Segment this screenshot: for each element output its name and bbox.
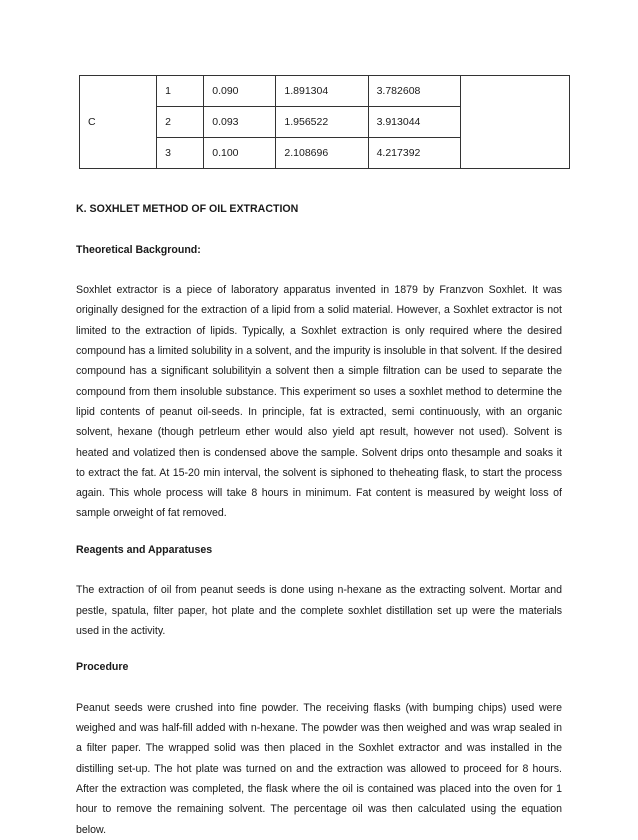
- table-cell: 3: [157, 138, 204, 169]
- procedure-heading: Procedure: [76, 661, 129, 674]
- procedure-paragraph: Peanut seeds were crushed into fine powder. The receiving flasks (with bumping chips) used were weighed and was half-fill added with n-hexane. The powder was then weighed and was wrap sealed in a filter paper. The wrapped solid was then placed in the Soxhlet extractor and was installed in the distilling set-up. The hot plate was turned on and the extraction was allowed to proceed for 8 hours. After the extraction was completed, the flask where the oil is contained was placed into the oven for 1 hour to remove the remaining solvent. The percentage oil was then calculated using the equation below.: [76, 701, 562, 836]
- table-cell: 0.100: [204, 138, 276, 169]
- table-cell: 0.093: [204, 107, 276, 138]
- table-cell: 3.782608: [368, 76, 460, 107]
- table-cell: 1: [157, 76, 204, 107]
- reagents-paragraph: The extraction of oil from peanut seeds is done using n-hexane as the extracting solvent. Mortar and pestle, spatula, filter paper, hot plate and the complete soxhlet distillation set up were the materials used in the activity.: [76, 584, 562, 637]
- table-cell: 1.956522: [276, 107, 368, 138]
- table-cell: 4.217392: [368, 138, 460, 169]
- section-content: [76, 199, 562, 840]
- section-title: K. SOXHLET METHOD OF OIL EXTRACTION: [76, 203, 299, 215]
- table-cell: 0.090: [204, 76, 276, 107]
- table-row: [80, 76, 570, 107]
- table-cell: 2.108696: [276, 138, 368, 169]
- table-cell: 2: [157, 107, 204, 138]
- theory-paragraph: Soxhlet extractor is a piece of laboratory apparatus invented in 1879 by Franzvon Soxhlet. It was originally designed for the extraction of a lipid from a solid material. However, a Soxhlet extractor is not limited to the extraction of lipids. Typically, a Soxhlet extraction is only required where the desired compound has a limited solubility in a solvent, and the impurity is insoluble in that solvent. If the desired compound has a significant solubilityin a solvent then a simple filtration can be used to separate the compound from them insoluble substance. This experiment so uses a soxhlet method to determine the lipid contents of peanut oil-seeds. In principle, fat is extracted, semi continuously, with an organic solvent, hexane (though petrleum ether would also yield apt result, however not used). Solvent is heated and volatized then is condensed above the sample. Solvent drips onto thesample and soaks it to extract the fat. At 15-20 min interval, the solvent is siphoned to theheating flask, to start the process again. This whole process will take 8 hours in minimum. Fat content is measured by weight loss of sample orweight of fat removed.: [76, 284, 562, 520]
- results-table: [79, 75, 570, 169]
- theory-heading: Theoretical Background:: [76, 243, 201, 256]
- empty-merged-cell: [460, 76, 569, 169]
- reagents-heading: Reagents and Apparatuses: [76, 543, 213, 556]
- table-cell: 3.913044: [368, 107, 460, 138]
- table-cell: 1.891304: [276, 76, 368, 107]
- group-label-cell: C: [80, 76, 157, 169]
